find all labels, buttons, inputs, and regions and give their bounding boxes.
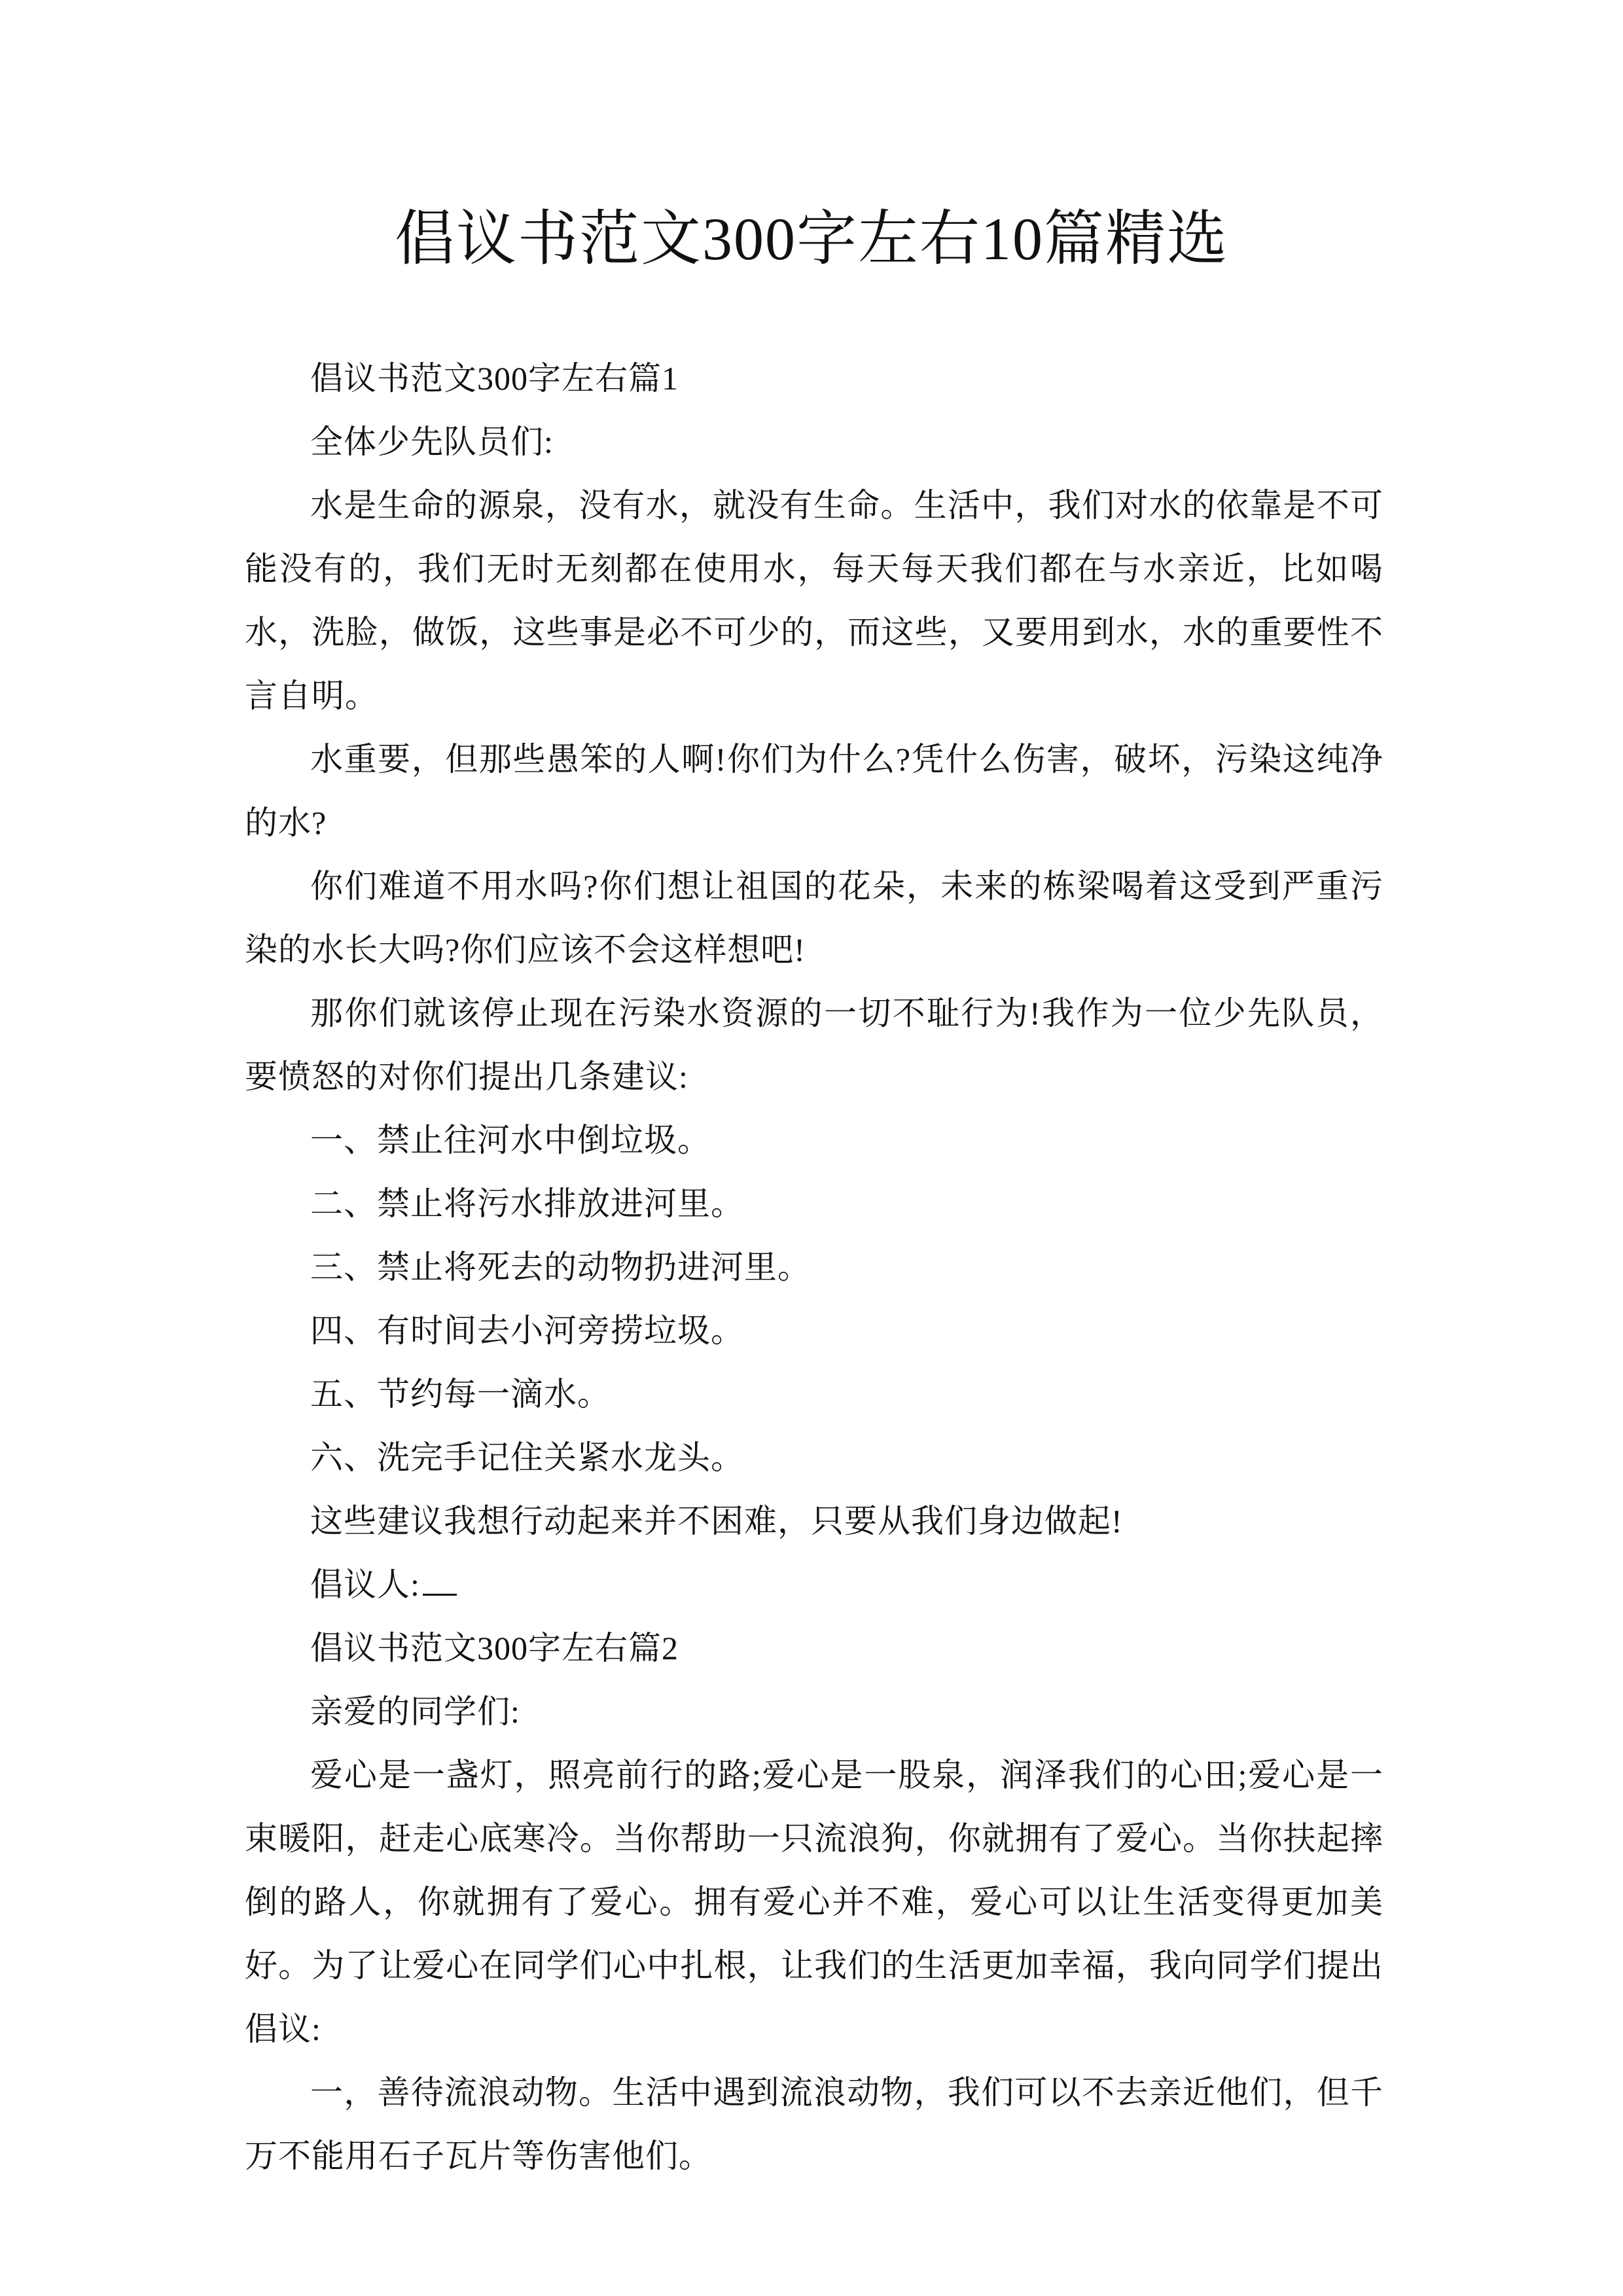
paragraph: 你们难道不用水吗?你们想让祖国的花朵，未来的栋梁喝着这受到严重污染的水长大吗?你们应该不会这样想吧! xyxy=(245,868,1383,968)
signature-label: 倡议人: xyxy=(310,1566,420,1603)
salutation: 全体少先队员们: xyxy=(310,423,554,460)
suggestion-item: 五、节约每一滴水。 xyxy=(310,1376,611,1412)
document-body xyxy=(245,347,1383,2188)
paragraph: 水是生命的源泉，没有水，就没有生命。生活中，我们对水的依靠是不可能没有的，我们无时无刻都在使用水，每天每天我们都在与水亲近，比如喝水，洗脸，做饭，这些事是必不可少的，而这些，又要用到水，水的重要性不言自明。 xyxy=(245,487,1383,714)
signature-line xyxy=(245,1553,1383,1617)
paragraph: 爱心是一盏灯，照亮前行的路;爱心是一股泉，润泽我们的心田;爱心是一束暖阳，赶走心底寒冷。当你帮助一只流浪狗，你就拥有了爱心。当你扶起摔倒的路人，你就拥有了爱心。拥有爱心并不难，爱心可以让生活变得更加美好。为了让爱心在同学们心中扎根，让我们的生活更加幸福，我向同学们提出倡议: xyxy=(245,1757,1383,2047)
paragraph: 水重要，但那些愚笨的人啊!你们为什么?凭什么伤害，破坏，污染这纯净的水? xyxy=(245,741,1383,841)
section-heading: 倡议书范文300字左右篇2 xyxy=(310,1630,679,1666)
paragraph: 那你们就该停止现在污染水资源的一切不耻行为!我作为一位少先队员，要愤怒的对你们提出几条建议: xyxy=(245,995,1383,1095)
closing-paragraph: 这些建议我想行动起来并不困难，只要从我们身边做起! xyxy=(310,1503,1123,1539)
salutation: 亲爱的同学们: xyxy=(310,1693,520,1730)
suggestion-item: 二、禁止将污水排放进河里。 xyxy=(310,1185,744,1222)
document-title: 倡议书范文300字左右10篇精选 xyxy=(394,206,1228,272)
suggestion-item: 六、洗完手记住关紧水龙头。 xyxy=(310,1439,744,1476)
suggestion-item: 四、有时间去小河旁捞垃圾。 xyxy=(310,1312,744,1349)
paragraph: 一，善待流浪动物。生活中遇到流浪动物，我们可以不去亲近他们，但千万不能用石子瓦片等伤害他们。 xyxy=(245,2074,1383,2174)
signature-blank xyxy=(423,1568,457,1596)
suggestion-item: 三、禁止将死去的动物扔进河里。 xyxy=(310,1249,811,1285)
section-heading: 倡议书范文300字左右篇1 xyxy=(310,360,679,397)
suggestion-item: 一、禁止往河水中倒垃圾。 xyxy=(310,1122,711,1158)
